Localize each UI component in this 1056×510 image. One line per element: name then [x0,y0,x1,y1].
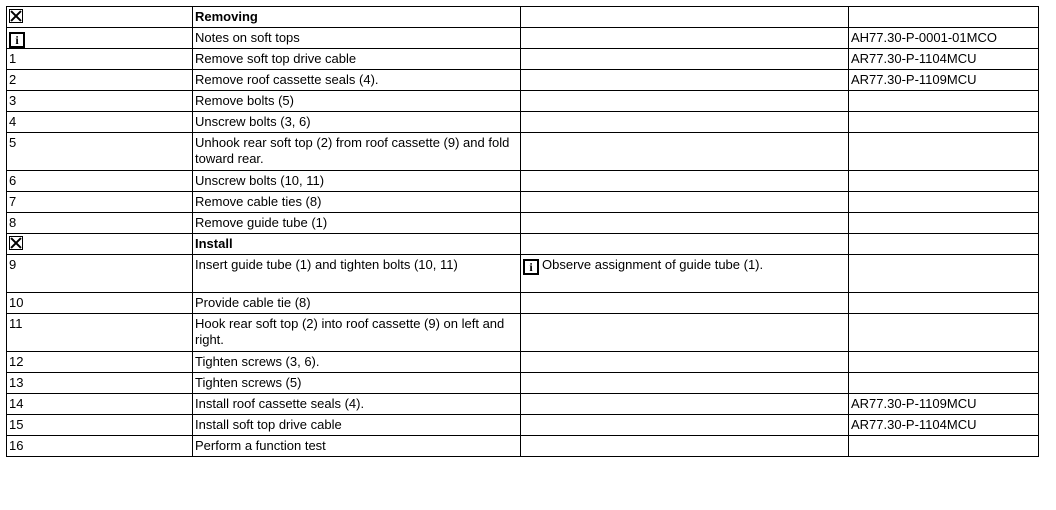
note-cell [521,394,849,415]
table-row [7,28,1039,49]
step-cell [7,70,193,91]
table-row [7,133,1039,171]
note-cell [521,293,849,314]
instruction-cell: Insert guide tube (1) and tighten bolts (10, 11) [193,255,521,293]
table-row [7,192,1039,213]
reference-cell [849,255,1039,293]
step-number: 13 [9,375,24,390]
info-icon: i [523,259,539,275]
step-cell [7,234,193,255]
instruction-cell: Perform a function test [193,436,521,457]
table-row [7,213,1039,234]
step-cell [7,436,193,457]
table-row [7,7,1039,28]
note-cell [521,373,849,394]
table-row [7,255,1039,293]
instruction-cell: Provide cable tie (8) [193,293,521,314]
instruction-cell: Remove guide tube (1) [193,213,521,234]
reference-cell [849,293,1039,314]
procedure-table [6,6,1039,457]
note-cell [521,314,849,352]
table-row [7,234,1039,255]
table-row [7,112,1039,133]
reference-cell [849,213,1039,234]
step-number: 9 [9,257,17,272]
table-row [7,293,1039,314]
reference-cell [849,234,1039,255]
note-cell [521,352,849,373]
table-row [7,70,1039,91]
reference-cell [849,133,1039,171]
table-row [7,373,1039,394]
note-cell [521,70,849,91]
step-cell [7,352,193,373]
instruction-cell: Install soft top drive cable [193,415,521,436]
note-cell [521,436,849,457]
step-number: 8 [9,215,17,230]
step-cell [7,255,193,293]
reference-cell[interactable]: AR77.30-P-1109MCU [849,394,1039,415]
section-heading: Removing [193,7,521,28]
table-row [7,352,1039,373]
note-cell [521,49,849,70]
info-icon: i [9,32,25,48]
instruction-cell: Remove soft top drive cable [193,49,521,70]
step-number: 5 [9,135,17,150]
reference-cell [849,436,1039,457]
step-number: 12 [9,354,24,369]
table-row [7,415,1039,436]
step-cell [7,213,193,234]
table-row [7,314,1039,352]
instruction-cell: Remove bolts (5) [193,91,521,112]
note-cell [521,192,849,213]
step-cell [7,7,193,28]
step-number: 10 [9,295,24,310]
note-cell [521,91,849,112]
step-number: 3 [9,93,17,108]
instruction-cell: Unscrew bolts (3, 6) [193,112,521,133]
step-cell [7,314,193,352]
step-cell [7,373,193,394]
step-number: 16 [9,438,24,453]
step-cell [7,192,193,213]
note-cell [521,213,849,234]
reference-cell[interactable]: AR77.30-P-1109MCU [849,70,1039,91]
reference-cell[interactable]: AR77.30-P-1104MCU [849,49,1039,70]
reference-cell [849,171,1039,192]
reference-cell [849,373,1039,394]
reference-cell [849,192,1039,213]
note-cell [521,112,849,133]
step-cell [7,112,193,133]
note-text: Observe assignment of guide tube (1). [542,257,764,272]
step-cell [7,28,193,49]
note-cell [521,7,849,28]
reference-cell[interactable]: AR77.30-P-1104MCU [849,415,1039,436]
note-cell [521,234,849,255]
instruction-cell: Remove cable ties (8) [193,192,521,213]
note-cell [521,415,849,436]
step-number: 14 [9,396,24,411]
reference-cell [849,352,1039,373]
instruction-cell: Tighten screws (5) [193,373,521,394]
step-cell [7,133,193,171]
tools-icon [9,9,23,23]
instruction-cell: Install roof cassette seals (4). [193,394,521,415]
note-cell [521,133,849,171]
reference-cell [849,314,1039,352]
step-number: 6 [9,173,17,188]
instruction-cell: Unhook rear soft top (2) from roof cassette (9) and fold toward rear. [193,133,521,171]
instruction-cell: Tighten screws (3, 6). [193,352,521,373]
instruction-cell: Hook rear soft top (2) into roof cassette (9) on left and right. [193,314,521,352]
table-row [7,49,1039,70]
note-cell [521,255,849,293]
instruction-cell: Remove roof cassette seals (4). [193,70,521,91]
reference-cell [849,7,1039,28]
step-number: 4 [9,114,17,129]
step-number: 15 [9,417,24,432]
step-cell [7,91,193,112]
procedure-table-body [7,7,1039,457]
table-row [7,394,1039,415]
note-cell [521,171,849,192]
reference-cell [849,112,1039,133]
instruction-cell: Notes on soft tops [193,28,521,49]
step-cell [7,394,193,415]
reference-cell [849,91,1039,112]
table-row [7,171,1039,192]
reference-cell[interactable]: AH77.30-P-0001-01MCO [849,28,1039,49]
step-number: 7 [9,194,17,209]
step-number: 11 [9,316,23,331]
step-cell [7,171,193,192]
step-number: 2 [9,72,17,87]
tools-icon [9,236,23,250]
table-row [7,436,1039,457]
step-cell [7,49,193,70]
section-heading: Install [193,234,521,255]
instruction-cell: Unscrew bolts (10, 11) [193,171,521,192]
step-cell [7,293,193,314]
step-number: 1 [9,51,17,66]
table-row [7,91,1039,112]
note-cell [521,28,849,49]
step-cell [7,415,193,436]
